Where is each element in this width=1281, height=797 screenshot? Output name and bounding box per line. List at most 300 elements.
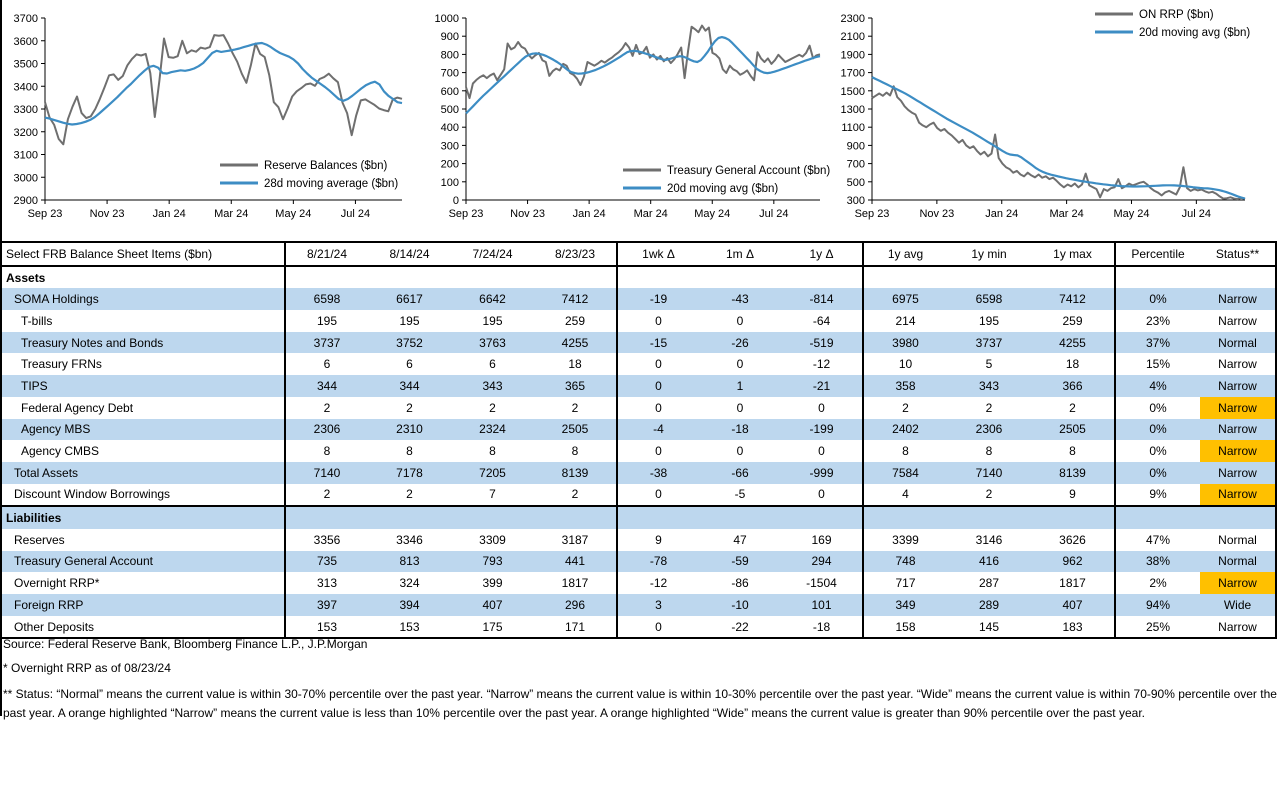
value-cell: 9 [617,529,699,551]
value-cell: 153 [399,619,420,634]
value-cell: 0 [617,353,699,375]
y-tick-label: 200 [440,158,459,171]
value-cell: 0 [736,313,744,328]
value-cell: 7412 [534,288,617,310]
table-row [1,551,1276,573]
value-cell: 101 [781,594,863,616]
value-cell: 5 [985,357,993,372]
column-header: 1y Δ [781,242,863,266]
column-header: Percentile [1115,242,1200,266]
value-cell: 214 [863,310,947,332]
value-cell: 748 [863,551,947,573]
y-tick-label: 0 [452,195,459,207]
chart-treasury-general-account [430,0,845,235]
table-row [1,353,1276,375]
value-cell: 6617 [368,288,451,310]
row-label: Agency MBS [1,419,285,441]
value-cell [781,506,863,529]
value-cell: -4 [617,419,699,441]
x-tick-label: Nov 23 [919,208,955,220]
x-tick-label: May 24 [275,208,312,220]
y-tick-label: 900 [846,140,865,153]
value-cell: 1 [699,375,781,397]
status-definition-note: ** Status: “Normal” means the current value is within 30-70% percentile over the past year. “Narrow” means the current value is within 10-30% percentile over the past year. “Wide” means the current value is within 70-90% percentile over the past year. A orange highlighted “Narrow” means the current value is less than 10% percentile over the past year. A orange highlighted “Wide” means the current value is greater than 90% percentile over the past year. [3,687,1277,720]
value-cell: 2 [285,484,368,507]
table-row [1,594,1276,616]
percentile-cell [1115,266,1200,289]
value-cell: 2 [406,487,413,502]
value-cell: 183 [1062,619,1083,634]
table-row [1,332,1276,354]
row-label: Treasury FRNs [21,357,102,372]
percentile-cell: 0% [1115,397,1200,419]
y-tick-label: 600 [440,85,459,98]
value-cell: 813 [368,551,451,573]
value-cell: 6642 [451,288,534,310]
x-tick-label: May 24 [694,208,731,220]
y-tick-label: 1100 [841,122,865,135]
value-cell: 287 [978,576,1000,591]
value-cell: 3399 [863,529,947,551]
legend-label: 20d moving avg ($bn) [1139,27,1251,39]
column-header: 1m Δ [699,242,781,266]
value-cell: 6 [489,357,496,372]
value-cell: 7140 [947,462,1031,484]
status-cell: Narrow [1200,397,1276,419]
value-cell: 8 [489,444,496,459]
line-chart-canvas [0,0,430,235]
row-label: Treasury General Account [1,551,285,573]
footnotes [3,634,1277,723]
x-tick-label: Jul 24 [340,208,371,220]
x-tick-label: Sep 23 [27,208,63,220]
rrp-asof-note: * Overnight RRP as of 08/23/24 [3,661,171,675]
x-tick-label: Jan 24 [985,208,1019,220]
value-cell: 2505 [1031,419,1115,441]
section-row [1,506,1276,529]
balance-sheet-table [0,241,1277,639]
value-cell: 0 [818,444,825,459]
legend-label: Treasury General Account ($bn) [667,165,831,177]
table-body [1,266,1276,639]
value-cell: 407 [451,594,534,616]
value-cell: 0 [617,375,699,397]
value-cell: 3626 [1059,532,1086,547]
value-cell: -15 [617,332,699,354]
y-tick-label: 800 [440,49,459,62]
value-cell: -10 [699,594,781,616]
table-row [1,572,1276,594]
y-tick-label: 700 [440,67,459,80]
x-tick-label: Nov 23 [510,208,545,220]
value-cell: 18 [1065,357,1080,372]
value-cell [863,266,947,289]
y-tick-label: 2300 [840,13,865,25]
row-label: Assets [6,270,46,285]
value-cell: -59 [699,551,781,573]
table-row [1,462,1276,484]
value-cell: 6598 [947,288,1031,310]
percentile-cell: 0% [1115,462,1200,484]
table-row [1,440,1276,462]
value-cell: 3752 [368,332,451,354]
value-cell [368,506,451,529]
value-cell: -999 [781,462,863,484]
value-cell [285,506,368,529]
value-cell: 2505 [534,419,617,441]
value-cell: 313 [285,572,368,594]
value-cell: 7205 [451,462,534,484]
x-tick-label: Mar 24 [1049,208,1084,220]
value-cell: 8 [985,444,993,459]
value-cell: 3146 [975,532,1003,547]
value-cell [451,506,534,529]
x-tick-label: Jan 24 [152,208,186,220]
value-cell [368,266,451,289]
value-cell: -199 [781,419,863,441]
value-cell [534,266,617,289]
value-cell: 9 [1069,487,1076,502]
x-tick-label: Mar 24 [633,208,668,220]
table-row [1,529,1276,551]
value-cell: 2 [863,397,947,419]
value-cell [947,266,1031,289]
value-cell: -12 [812,357,831,372]
value-cell [534,506,617,529]
y-tick-label: 100 [440,176,459,189]
percentile-cell: 2% [1115,572,1200,594]
value-cell: 441 [534,551,617,573]
column-header: 1y min [947,242,1031,266]
value-cell: 3309 [479,532,506,547]
table-row [1,310,1276,332]
column-header: 7/24/24 [451,242,534,266]
status-cell: Wide [1200,594,1276,616]
legend-label: 28d moving average ($bn) [264,178,399,190]
series-line [466,37,820,113]
value-cell: 0 [818,487,825,502]
row-label: Discount Window Borrowings [14,487,171,502]
value-cell: 0 [818,400,825,415]
value-cell: -38 [617,462,699,484]
value-cell: 399 [482,576,503,591]
value-cell: 171 [564,619,586,634]
row-label: Agency CMBS [21,444,100,459]
value-cell: 195 [285,310,368,332]
value-cell: 2 [406,400,413,415]
value-cell: 2 [985,487,993,502]
value-cell: -64 [812,313,831,328]
value-cell: 365 [534,375,617,397]
percentile-cell: 47% [1115,529,1200,551]
value-cell: 343 [947,375,1031,397]
value-cell: 2310 [368,419,451,441]
row-label: Liabilities [1,506,285,529]
value-cell: 175 [482,619,503,634]
value-cell: 7140 [285,462,368,484]
value-cell: 0 [617,440,699,462]
column-header: 1y avg [863,242,947,266]
table-row [1,288,1276,310]
percentile-cell: 23% [1115,310,1200,332]
table-row [1,419,1276,441]
value-cell [1031,506,1115,529]
status-cell: Narrow [1218,313,1257,328]
value-cell: -18 [699,419,781,441]
y-tick-label: 900 [440,31,459,44]
value-cell: 7178 [368,462,451,484]
chart-reserve-balances [0,0,430,235]
y-tick-label: 300 [440,140,459,153]
value-cell: 344 [368,375,451,397]
value-cell: 2324 [451,419,534,441]
value-cell: 4 [863,484,947,507]
y-tick-label: 1700 [840,67,865,80]
value-cell: 47 [733,532,747,547]
section-row [1,266,1276,289]
value-cell [699,506,781,529]
table-row [1,397,1276,419]
status-cell: Narrow [1200,419,1276,441]
value-cell [781,266,863,289]
value-cell: 358 [863,375,947,397]
x-tick-label: May 24 [1113,208,1150,220]
value-cell: 2 [285,397,368,419]
value-cell: 2306 [285,419,368,441]
value-cell: -78 [617,551,699,573]
y-tick-label: 3700 [13,13,38,25]
value-cell: 407 [1031,594,1115,616]
x-tick-label: Jul 24 [759,208,789,220]
value-cell [699,266,781,289]
value-cell: 0 [617,616,699,639]
value-cell: 2402 [863,419,947,441]
row-label: Total Assets [1,462,285,484]
chart-on-rrp [830,0,1281,235]
percentile-cell: 38% [1115,551,1200,573]
value-cell: 18 [568,357,582,372]
status-cell [1200,506,1276,529]
value-cell: 289 [947,594,1031,616]
value-cell: 6598 [285,288,368,310]
percentile-cell: 0% [1115,288,1200,310]
y-tick-label: 700 [846,158,865,171]
x-tick-label: Jan 24 [572,208,606,220]
value-cell: 962 [1031,551,1115,573]
row-label: Federal Agency Debt [21,400,134,415]
column-header: Status** [1200,242,1276,266]
value-cell: -43 [699,288,781,310]
value-cell: -66 [699,462,781,484]
value-cell: 8139 [1031,462,1115,484]
value-cell: -19 [617,288,699,310]
percentile-cell: 15% [1115,353,1200,375]
status-cell [1200,266,1276,289]
value-cell: 8 [285,440,368,462]
column-header: 8/23/23 [534,242,617,266]
value-cell: 8 [1069,444,1076,459]
table-title: Select FRB Balance Sheet Items ($bn) [1,242,285,266]
row-label: Overnight RRP* [14,576,100,591]
column-header: 1wk Δ [617,242,699,266]
status-cell: Narrow [1218,619,1257,634]
value-cell: -22 [731,619,749,634]
value-cell: -12 [617,572,699,594]
value-cell: -814 [781,288,863,310]
value-cell: 6 [285,353,368,375]
y-tick-label: 3200 [13,126,38,139]
percentile-cell: 37% [1115,332,1200,354]
y-tick-label: 2900 [13,195,38,207]
value-cell: 0 [736,357,744,372]
value-cell: 2306 [947,419,1031,441]
line-chart-canvas [430,0,845,235]
y-tick-label: 500 [440,104,459,116]
percentile-cell: 9% [1115,484,1200,507]
percentile-cell: 94% [1115,594,1200,616]
percentile-cell: 4% [1115,375,1200,397]
value-cell: 259 [1062,313,1083,328]
value-cell: 296 [534,594,617,616]
value-cell: 0 [617,310,699,332]
value-cell: 158 [863,616,947,639]
value-cell: 7412 [1031,288,1115,310]
y-tick-label: 3400 [13,81,38,94]
status-cell: Narrow [1200,484,1276,507]
x-tick-label: Jul 24 [1181,208,1212,220]
value-cell: 7584 [863,462,947,484]
status-cell: Normal [1218,532,1257,547]
series-line [872,86,1245,199]
header-row [1,242,1276,266]
value-cell: 153 [285,616,368,639]
value-cell: 7 [489,487,496,502]
status-cell: Normal [1200,332,1276,354]
value-cell: 8139 [534,462,617,484]
status-cell: Narrow [1200,288,1276,310]
value-cell: -519 [781,332,863,354]
value-cell: 3980 [863,332,947,354]
percentile-cell: 25% [1115,616,1200,639]
value-cell: 344 [285,375,368,397]
value-cell: 3737 [285,332,368,354]
value-cell: 0 [736,400,744,415]
value-cell: 195 [482,313,503,328]
value-cell: 0 [736,444,744,459]
value-cell: 2 [1069,400,1076,415]
y-tick-label: 500 [846,176,865,189]
value-cell: 1817 [1059,576,1086,591]
value-cell [617,266,699,289]
value-cell: 145 [978,619,1000,634]
value-cell: 2 [571,487,579,502]
value-cell: 195 [978,313,1000,328]
y-tick-label: 1500 [840,85,865,98]
row-label: SOMA Holdings [1,288,285,310]
y-tick-label: 1300 [840,104,865,116]
x-tick-label: Mar 24 [214,208,249,220]
y-tick-label: 3000 [13,172,38,185]
percentile-cell: 0% [1115,440,1200,462]
column-header: 8/21/24 [285,242,368,266]
value-cell: 294 [781,551,863,573]
table-row [1,484,1276,507]
percentile-cell: 0% [1115,419,1200,441]
row-label: Foreign RRP [1,594,285,616]
status-cell: Narrow [1200,572,1276,594]
y-tick-label: 1000 [434,13,459,25]
x-tick-label: Nov 23 [89,208,125,220]
value-cell: 8 [863,440,947,462]
legend-label: Reserve Balances ($bn) [264,160,388,172]
value-cell: 8 [571,444,579,459]
table-row [1,375,1276,397]
table-header [1,242,1276,266]
y-tick-label: 3500 [13,58,38,71]
value-cell: -5 [734,487,746,502]
value-cell: 3346 [396,532,423,547]
value-cell: 3187 [561,532,589,547]
value-cell: 169 [811,532,832,547]
row-label: Treasury Notes and Bonds [1,332,285,354]
legend-label: ON RRP ($bn) [1139,9,1214,21]
value-cell: 349 [863,594,947,616]
value-cell: -86 [731,576,749,591]
value-cell: 416 [947,551,1031,573]
y-tick-label: 3600 [13,35,38,48]
value-cell: 10 [863,353,947,375]
value-cell: 1817 [561,576,589,591]
value-cell: 195 [399,313,420,328]
status-cell: Narrow [1200,440,1276,462]
x-tick-label: Sep 23 [854,208,890,220]
percentile-cell [1115,506,1200,529]
column-header: 1y max [1031,242,1115,266]
value-cell: 2 [489,400,496,415]
status-cell: Normal [1200,551,1276,573]
value-cell [617,506,699,529]
value-cell: 0 [617,484,699,507]
value-cell: -21 [781,375,863,397]
series-line [872,77,1245,198]
y-tick-label: 3100 [13,149,38,162]
value-cell: 717 [863,572,947,594]
value-cell: 3763 [451,332,534,354]
value-cell: 397 [285,594,368,616]
value-cell: 3737 [947,332,1031,354]
y-tick-label: 2100 [840,31,865,44]
value-cell: 0 [617,397,699,419]
row-label: Reserves [14,532,65,547]
value-cell: 6 [406,357,413,372]
series-line [45,43,402,125]
value-cell: 366 [1031,375,1115,397]
status-cell: Narrow [1200,375,1276,397]
value-cell: 8 [406,444,413,459]
value-cell [863,506,947,529]
value-cell [285,266,368,289]
y-tick-label: 300 [846,195,865,207]
row-label: TIPS [1,375,285,397]
value-cell [1031,266,1115,289]
value-cell: 343 [451,375,534,397]
value-cell: -1504 [806,576,837,591]
row-label: T-bills [21,313,53,328]
source-note: Source: Federal Reserve Bank, Bloomberg Finance L.P., J.P.Morgan [3,637,368,651]
value-cell: 4255 [534,332,617,354]
y-tick-label: 3300 [13,104,38,116]
row-label: Other Deposits [14,619,95,634]
